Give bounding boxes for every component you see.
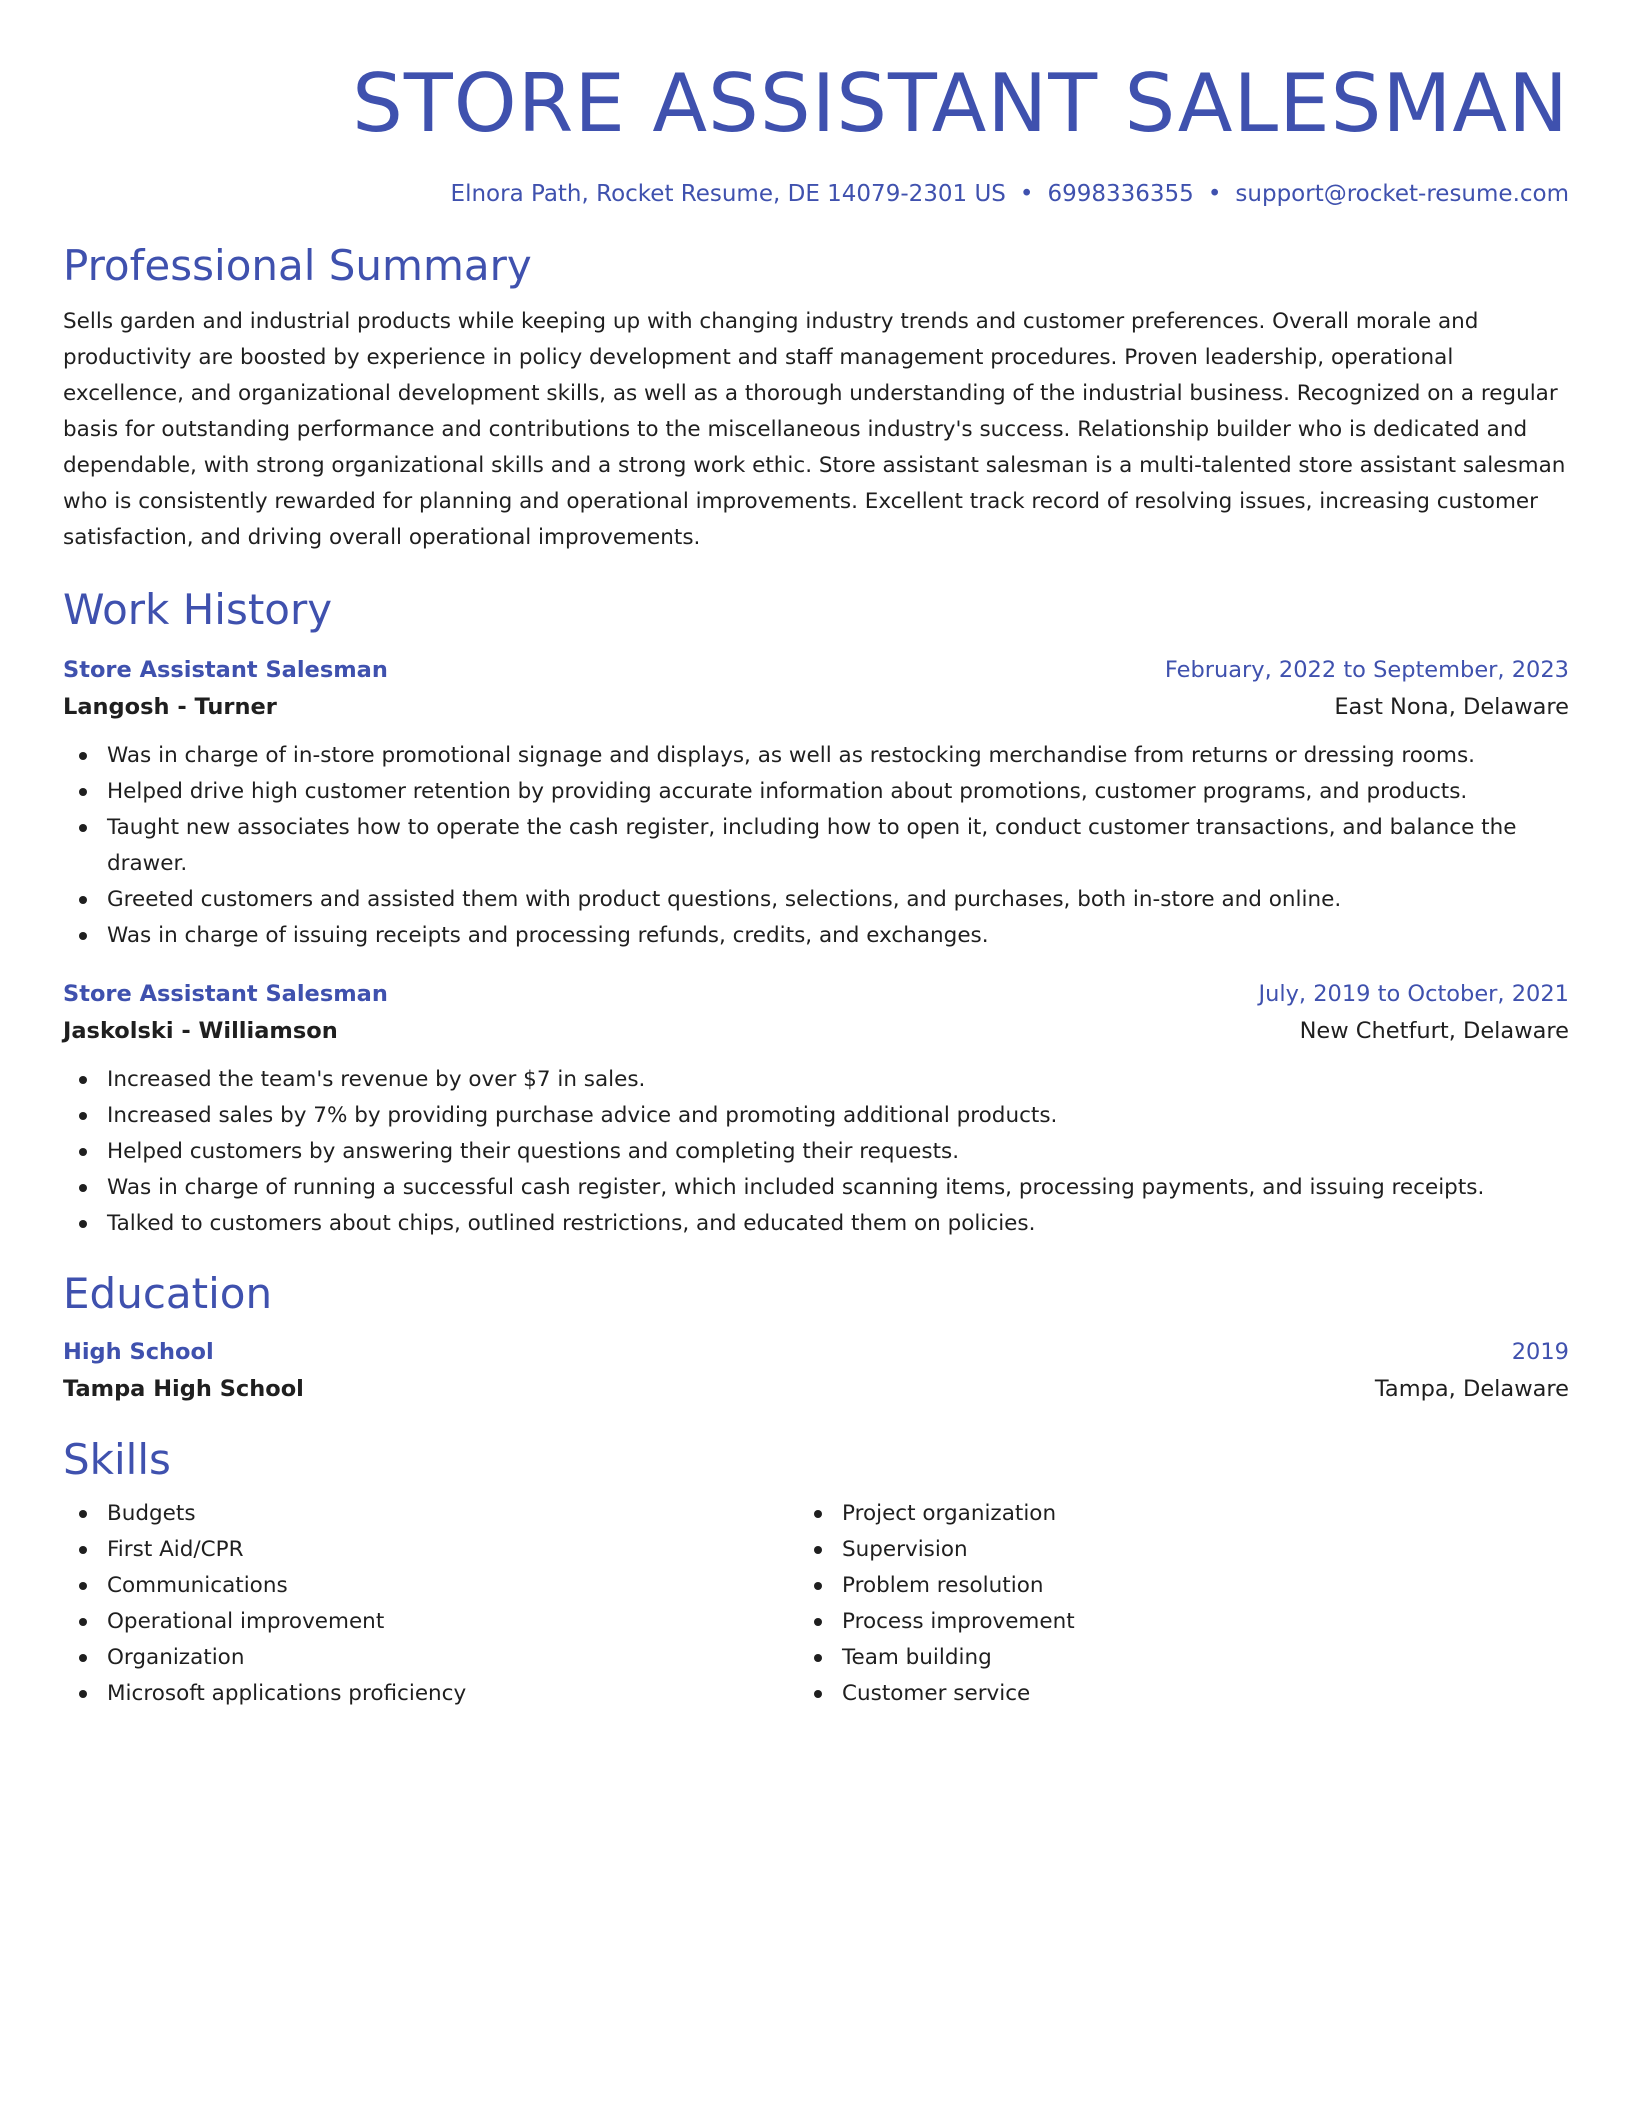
contact-address: Elnora Path, Rocket Resume, DE 14079-2301 US: [450, 181, 1006, 207]
skill-text: Team building: [842, 1645, 992, 1670]
skill-item: [798, 1604, 1533, 1640]
skill-text: Budgets: [107, 1501, 196, 1526]
skill-text: Microsoft applications proficiency: [107, 1681, 467, 1706]
contact-phone: 6998336355: [1047, 181, 1194, 207]
bullet-dot: [79, 1582, 87, 1590]
skill-item: [63, 1496, 798, 1532]
contact-line: [63, 178, 1569, 210]
bullet-dot: [814, 1546, 822, 1554]
job-company: Langosh - Turner: [63, 694, 277, 720]
contact-email[interactable]: support@rocket-resume.com: [1235, 181, 1569, 207]
bullet-dot: [79, 1076, 87, 1084]
education-year: 2019: [1511, 1339, 1569, 1365]
job-entry: [63, 976, 1569, 1242]
skill-item: [798, 1532, 1533, 1568]
bullet-dot: [79, 1654, 87, 1662]
job-bullet-text: Was in charge of issuing receipts and processing refunds, credits, and exchanges.: [107, 923, 989, 948]
bullet-dot: [79, 752, 87, 760]
job-bullets: [63, 1062, 1569, 1242]
job-bullet-text: Taught new associates how to operate the cash register, including how to open it, conduct customer transactions, and balance the drawer.: [107, 815, 1517, 876]
skill-item: [798, 1496, 1533, 1532]
job-bullet: [63, 1134, 1569, 1170]
job-bullet-text: Increased the team's revenue by over $7 in sales.: [107, 1067, 646, 1092]
skill-item: [798, 1676, 1533, 1712]
skill-text: Operational improvement: [107, 1609, 385, 1634]
job-bullet-text: Talked to customers about chips, outlined restrictions, and educated them on policies.: [107, 1211, 1036, 1236]
job-bullet: [63, 774, 1569, 810]
skill-item: [63, 1604, 798, 1640]
bullet-dot: [79, 1510, 87, 1518]
contact-separator: •: [1019, 181, 1034, 207]
summary-text: Sells garden and industrial products while keeping up with changing industry trends and customer preferences. Overall morale and productivity are boosted by experience in policy development and staff management procedures. Proven leadership, operational excellence, and organizational development skills, as well as a thorough understanding of the industrial business. Recognized on a regular basis for outstanding performance and contributions to the miscellaneous industry's success. Relationship builder who is dedicated and dependable, with strong organizational skills and a strong work ethic. Store assistant salesman is a multi-talented store assistant salesman who is consistently rewarded for planning and operational improvements. Excellent track record of resolving issues, increasing customer satisfaction, and driving overall operational improvements.: [63, 309, 1566, 550]
skill-item: [63, 1640, 798, 1676]
job-bullet: [63, 1098, 1569, 1134]
resume-name: STORE ASSISTANT SALESMAN: [352, 57, 1569, 150]
job-role: Store Assistant Salesman: [63, 981, 388, 1007]
bullet-dot: [79, 896, 87, 904]
job-bullet-text: Was in charge of in-store promotional signage and displays, as well as restocking merchandise from returns or dressing rooms.: [107, 743, 1475, 768]
education-school: Tampa High School: [63, 1376, 304, 1402]
bullet-dot: [814, 1510, 822, 1518]
job-bullet-text: Helped customers by answering their questions and completing their requests.: [107, 1139, 960, 1164]
job-bullet: [63, 738, 1569, 774]
contact-separator: •: [1207, 181, 1222, 207]
job-dates: February, 2022 to September, 2023: [1164, 657, 1569, 683]
section-title-education: Education: [63, 1269, 273, 1318]
job-subheader: [63, 1012, 1569, 1050]
education-subheader: [63, 1370, 1569, 1408]
bullet-dot: [79, 824, 87, 832]
job-header: [63, 976, 1569, 1012]
skill-item: [63, 1676, 798, 1712]
skill-text: Organization: [107, 1645, 245, 1670]
job-company: Jaskolski - Williamson: [63, 1018, 338, 1044]
skills-list-left: [63, 1496, 798, 1712]
job-bullet: [63, 1170, 1569, 1206]
skill-text: Process improvement: [842, 1609, 1075, 1634]
skill-item: [63, 1568, 798, 1604]
bullet-dot: [79, 1690, 87, 1698]
section-title-work-history: Work History: [63, 585, 333, 634]
job-bullet: [63, 810, 1569, 882]
bullet-dot: [814, 1618, 822, 1626]
skills-columns: [63, 1496, 1569, 1712]
job-role: Store Assistant Salesman: [63, 657, 388, 683]
section-title-summary: Professional Summary: [63, 241, 532, 290]
job-bullet-text: Was in charge of running a successful cash register, which included scanning items, processing payments, and issuing receipts.: [107, 1175, 1485, 1200]
skill-text: First Aid/CPR: [107, 1537, 244, 1562]
bullet-dot: [79, 1184, 87, 1192]
job-bullet: [63, 1062, 1569, 1098]
job-entry: [63, 652, 1569, 954]
skill-item: [798, 1640, 1533, 1676]
skill-item: [798, 1568, 1533, 1604]
skill-item: [63, 1532, 798, 1568]
job-location: New Chetfurt, Delaware: [1299, 1018, 1569, 1044]
skills-list-right: [798, 1496, 1533, 1712]
job-bullet-text: Increased sales by 7% by providing purchase advice and promoting additional products.: [107, 1103, 1058, 1128]
job-bullet-text: Helped drive high customer retention by providing accurate information about promotions, customer programs, and products.: [107, 779, 1468, 804]
education-entry: [63, 1334, 1569, 1408]
skill-text: Communications: [107, 1573, 288, 1598]
job-header: [63, 652, 1569, 688]
bullet-dot: [79, 1148, 87, 1156]
job-bullet: [63, 918, 1569, 954]
job-location: East Nona, Delaware: [1334, 694, 1569, 720]
education-header: [63, 1334, 1569, 1370]
bullet-dot: [79, 932, 87, 940]
bullet-dot: [79, 1220, 87, 1228]
education-degree: High School: [63, 1339, 214, 1365]
job-bullet: [63, 882, 1569, 918]
bullet-dot: [814, 1582, 822, 1590]
bullet-dot: [79, 1618, 87, 1626]
skill-text: Problem resolution: [842, 1573, 1044, 1598]
skill-text: Customer service: [842, 1681, 1031, 1706]
job-bullet: [63, 1206, 1569, 1242]
bullet-dot: [79, 1546, 87, 1554]
job-bullet-text: Greeted customers and assisted them with product questions, selections, and purchases, both in-store and online.: [107, 887, 1342, 912]
skill-text: Supervision: [842, 1537, 968, 1562]
job-dates: July, 2019 to October, 2021: [1258, 981, 1569, 1007]
bullet-dot: [79, 788, 87, 796]
bullet-dot: [79, 1112, 87, 1120]
bullet-dot: [814, 1654, 822, 1662]
bullet-dot: [814, 1690, 822, 1698]
skill-text: Project organization: [842, 1501, 1057, 1526]
education-location: Tampa, Delaware: [1374, 1376, 1569, 1402]
job-bullets: [63, 738, 1569, 954]
section-title-skills: Skills: [63, 1435, 171, 1484]
job-subheader: [63, 688, 1569, 726]
